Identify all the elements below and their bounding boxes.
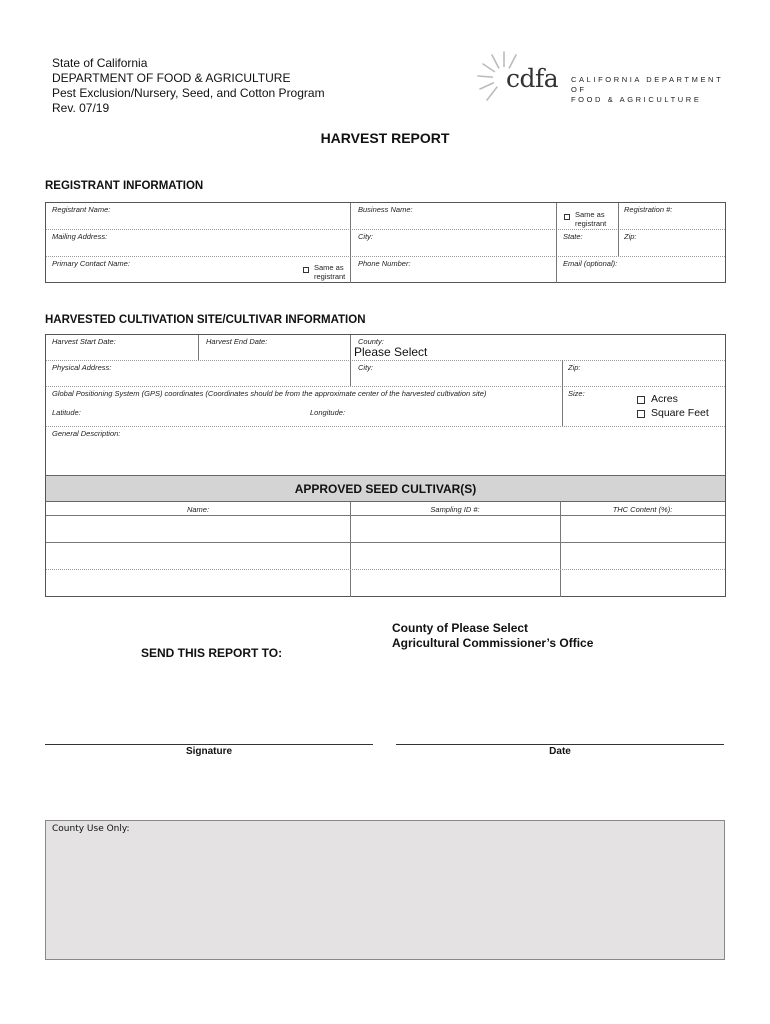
col-divider bbox=[350, 335, 351, 386]
header-line: Rev. 07/19 bbox=[52, 101, 110, 115]
column-header-name: Name: bbox=[186, 505, 210, 514]
date-line[interactable] bbox=[396, 744, 724, 745]
registrant-section-title: REGISTRANT INFORMATION bbox=[45, 180, 204, 192]
contact-same-as-registrant-checkbox[interactable] bbox=[303, 267, 309, 273]
size-field[interactable]: Size: bbox=[568, 389, 585, 398]
row-divider bbox=[46, 229, 725, 230]
row-divider bbox=[46, 426, 725, 427]
signature-line[interactable] bbox=[45, 744, 373, 745]
county-use-only-box[interactable] bbox=[45, 820, 725, 960]
column-header-thc: THC Content (%): bbox=[612, 505, 673, 514]
logo-wordmark: cdfa bbox=[506, 64, 559, 93]
registrant-name-field[interactable]: Registrant Name: bbox=[52, 205, 111, 214]
signature-label: Signature bbox=[185, 746, 233, 757]
cultivar-banner-title: APPROVED SEED CULTIVAR(S) bbox=[294, 482, 477, 496]
longitude-field[interactable]: Longitude: bbox=[310, 408, 346, 417]
cultivar-row-3-thc-input[interactable] bbox=[562, 572, 723, 594]
registration-number-field[interactable]: Registration #: bbox=[624, 205, 673, 214]
county-select[interactable]: Please Select bbox=[354, 345, 428, 359]
page-title: HARVEST REPORT bbox=[320, 130, 450, 146]
row-divider bbox=[46, 256, 725, 257]
col-divider bbox=[562, 360, 563, 426]
mailing-address-field[interactable]: Mailing Address: bbox=[52, 232, 108, 241]
header-line: State of California bbox=[52, 56, 148, 70]
row-divider bbox=[46, 542, 725, 543]
harvest-end-date-field[interactable]: Harvest End Date: bbox=[206, 337, 268, 346]
cultivar-row-3-name-input[interactable] bbox=[48, 572, 348, 594]
cultivar-banner bbox=[46, 475, 725, 502]
general-description-field[interactable]: General Description: bbox=[52, 429, 121, 438]
header-line: Pest Exclusion/Nursery, Seed, and Cotton Program bbox=[52, 86, 325, 100]
same-as-registrant-label: Same as registrant bbox=[314, 263, 346, 281]
row-divider bbox=[46, 386, 725, 387]
row-divider bbox=[46, 515, 725, 516]
site-box bbox=[45, 334, 726, 597]
site-section-title: HARVESTED CULTIVATION SITE/CULTIVAR INFORMATION bbox=[45, 314, 366, 326]
county-label: County: bbox=[358, 337, 384, 346]
cultivar-row-3-sampling-input[interactable] bbox=[352, 572, 558, 594]
latitude-field[interactable]: Latitude: bbox=[52, 408, 81, 417]
state-field[interactable]: State: bbox=[563, 232, 583, 241]
square-feet-label: Square Feet bbox=[651, 407, 709, 419]
header-block bbox=[52, 56, 325, 116]
cultivar-row-2-thc-input[interactable] bbox=[562, 545, 723, 567]
square-feet-checkbox[interactable] bbox=[637, 410, 645, 418]
send-report-label: SEND THIS REPORT TO: bbox=[141, 646, 283, 660]
col-divider bbox=[198, 335, 199, 360]
row-divider bbox=[46, 360, 725, 361]
col-divider bbox=[556, 203, 557, 283]
registrant-box bbox=[45, 202, 726, 283]
col-divider bbox=[350, 502, 351, 597]
same-as-registrant-label: Same as registrant bbox=[575, 210, 607, 228]
cultivar-row-1-sampling-input[interactable] bbox=[352, 518, 558, 540]
zip-field[interactable]: Zip: bbox=[624, 232, 637, 241]
email-field[interactable]: Email (optional): bbox=[563, 259, 618, 268]
primary-contact-field[interactable]: Primary Contact Name: bbox=[52, 259, 130, 268]
cultivar-row-2-name-input[interactable] bbox=[48, 545, 348, 567]
row-divider bbox=[46, 569, 725, 570]
business-name-field[interactable]: Business Name: bbox=[358, 205, 413, 214]
city-field[interactable]: City: bbox=[358, 232, 373, 241]
acres-checkbox[interactable] bbox=[637, 396, 645, 404]
gps-label: Global Positioning System (GPS) coordinates (Coordinates should be from the approximate center of the harvested cultivation site) bbox=[52, 389, 487, 398]
site-city-field[interactable]: City: bbox=[358, 363, 373, 372]
site-zip-field[interactable]: Zip: bbox=[568, 363, 581, 372]
col-divider bbox=[618, 203, 619, 256]
phone-number-field[interactable]: Phone Number: bbox=[358, 259, 411, 268]
column-header-sampling-id: Sampling ID #: bbox=[430, 505, 480, 514]
logo-dept-line: CALIFORNIA DEPARTMENT OF bbox=[571, 75, 724, 94]
cultivar-row-2-sampling-input[interactable] bbox=[352, 545, 558, 567]
cultivar-row-1-thc-input[interactable] bbox=[562, 518, 723, 540]
acres-label: Acres bbox=[651, 393, 678, 405]
date-label: Date bbox=[549, 746, 571, 757]
header-line: DEPARTMENT OF FOOD & AGRICULTURE bbox=[52, 71, 291, 85]
cdfa-logo bbox=[474, 48, 724, 112]
col-divider bbox=[350, 203, 351, 283]
col-divider bbox=[560, 502, 561, 597]
physical-address-field[interactable]: Physical Address: bbox=[52, 363, 112, 372]
county-use-only-label: County Use Only: bbox=[52, 824, 130, 834]
logo-dept-line: FOOD & AGRICULTURE bbox=[571, 95, 702, 104]
harvest-start-date-field[interactable]: Harvest Start Date: bbox=[52, 337, 116, 346]
county-office-line: County of Please Select bbox=[392, 621, 529, 635]
logo-dept-text bbox=[571, 75, 724, 105]
commissioner-office-line: Agricultural Commissioner’s Office bbox=[392, 636, 594, 650]
same-as-registrant-checkbox[interactable] bbox=[564, 214, 570, 220]
cultivar-row-1-name-input[interactable] bbox=[48, 518, 348, 540]
